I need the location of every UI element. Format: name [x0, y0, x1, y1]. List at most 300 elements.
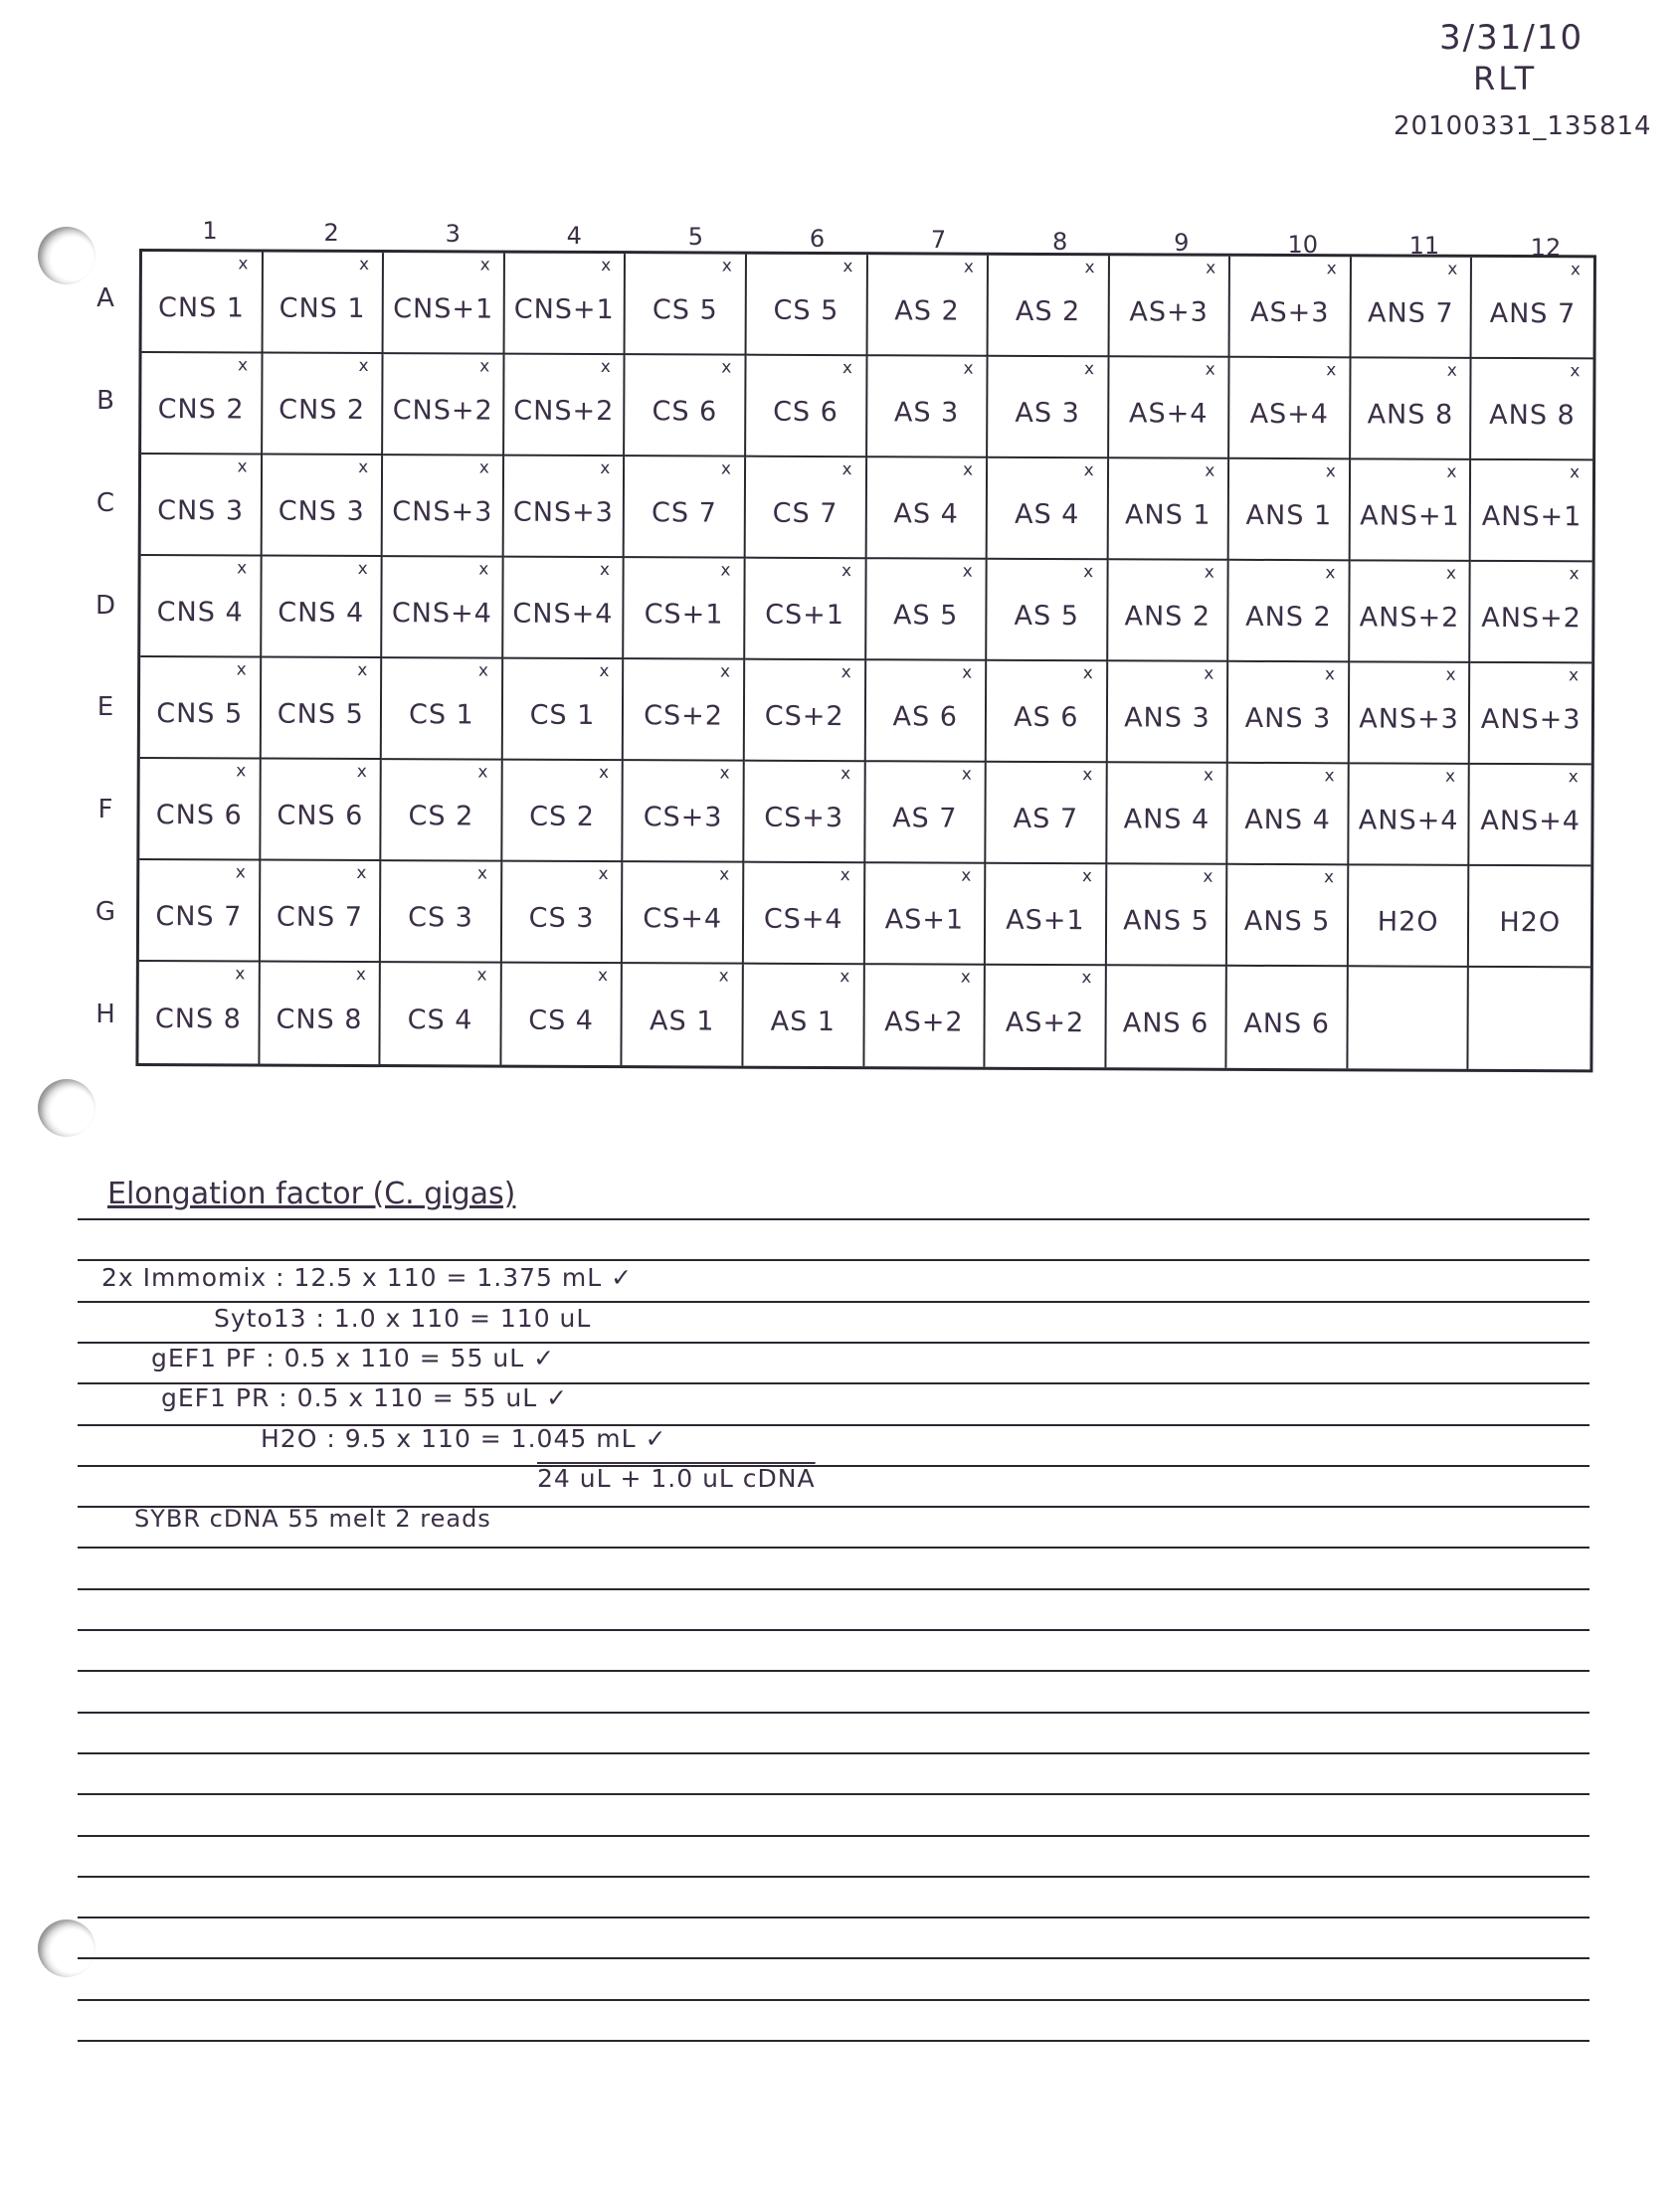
well-label: H2O	[1377, 905, 1439, 938]
well-H7	[864, 965, 986, 1067]
well-G10	[1227, 865, 1349, 968]
well-label: CS 5	[773, 294, 840, 326]
well-A8	[989, 256, 1110, 358]
well-C5	[625, 457, 746, 559]
well-label: CS+3	[643, 801, 723, 833]
column-label-11: 11	[1408, 232, 1440, 260]
notes-title: Elongation factor (C. gigas)	[107, 1177, 516, 1211]
well-check-mark: x	[599, 560, 611, 581]
well-label: CS 5	[652, 293, 718, 326]
well-F8	[986, 763, 1107, 865]
well-H12	[1469, 968, 1590, 1070]
well-label: ANS+1	[1481, 500, 1583, 532]
well-check-mark: x	[478, 457, 490, 478]
well-F7	[865, 762, 987, 864]
well-G8	[986, 864, 1107, 967]
well-label: AS+4	[1249, 398, 1330, 430]
well-check-mark: x	[1326, 259, 1338, 279]
well-check-mark: x	[1081, 866, 1093, 887]
well-E11	[1350, 662, 1471, 765]
well-B4	[504, 355, 626, 457]
well-check-mark: x	[721, 357, 733, 378]
column-label-7: 7	[930, 226, 947, 254]
well-label: CS 4	[528, 1005, 595, 1036]
punch-hole-middle	[38, 1079, 95, 1137]
well-check-mark: x	[237, 355, 250, 376]
well-check-mark: x	[840, 967, 851, 988]
well-G11	[1349, 865, 1470, 968]
well-label: AS+1	[1006, 904, 1085, 936]
column-label-3: 3	[445, 220, 461, 248]
well-D10	[1228, 561, 1350, 663]
well-H1	[138, 962, 260, 1064]
punch-hole-bottom	[38, 1919, 95, 1977]
well-check-mark: x	[720, 458, 732, 479]
well-E5	[624, 659, 745, 762]
well-label: ANS 2	[1124, 600, 1212, 633]
well-G2	[260, 861, 381, 964]
ruled-line	[78, 1917, 1589, 1918]
well-A5	[626, 254, 747, 356]
well-check-mark: x	[1205, 359, 1216, 380]
well-label: CNS 2	[157, 393, 245, 425]
well-E2	[261, 658, 382, 761]
column-label-9: 9	[1174, 229, 1190, 257]
row-label-G: G	[94, 896, 116, 927]
well-C11	[1350, 459, 1471, 562]
well-E8	[987, 661, 1108, 764]
well-check-mark: x	[1203, 765, 1214, 786]
well-label: ANS+1	[1360, 499, 1460, 532]
well-check-mark: x	[1324, 766, 1336, 787]
well-check-mark: x	[477, 660, 489, 681]
well-H3	[381, 963, 502, 1065]
well-label: AS 7	[1013, 803, 1079, 834]
well-D11	[1350, 561, 1471, 663]
well-label: AS 6	[1014, 701, 1079, 733]
column-label-1: 1	[202, 217, 218, 245]
well-check-mark: x	[1203, 866, 1214, 887]
well-label: CNS+4	[512, 598, 614, 630]
well-B3	[383, 354, 504, 457]
well-label: CNS 7	[155, 900, 243, 932]
well-check-mark: x	[1570, 361, 1582, 382]
well-label: CS+4	[643, 902, 723, 935]
well-A1	[142, 252, 264, 354]
well-check-mark: x	[1083, 460, 1095, 481]
well-B10	[1229, 358, 1351, 460]
well-label: ANS 3	[1244, 702, 1332, 734]
row-label-H: H	[95, 999, 115, 1029]
well-label: CS 6	[773, 396, 839, 428]
well-label: CNS 7	[276, 901, 363, 933]
column-label-8: 8	[1051, 227, 1068, 256]
well-check-mark: x	[1204, 663, 1215, 684]
well-check-mark: x	[719, 661, 732, 682]
well-label: CS 1	[408, 698, 474, 730]
well-F3	[381, 760, 502, 862]
well-C2	[262, 456, 383, 558]
well-H2	[260, 963, 381, 1065]
well-label: CS 1	[529, 699, 596, 731]
well-label: CS+2	[644, 699, 724, 732]
row-label-E: E	[96, 692, 114, 723]
well-check-mark: x	[720, 560, 732, 581]
well-check-mark: x	[718, 966, 730, 987]
ruled-line	[78, 1588, 1589, 1590]
well-check-mark: x	[1204, 562, 1215, 583]
well-label: CNS 4	[156, 596, 244, 628]
well-label: ANS 7	[1489, 297, 1577, 329]
well-label: ANS+2	[1481, 602, 1582, 634]
well-G3	[381, 861, 502, 964]
well-D8	[987, 560, 1108, 662]
well-A3	[384, 253, 505, 355]
ruled-line	[78, 1835, 1589, 1837]
well-check-mark: x	[962, 561, 974, 582]
well-label: ANS 4	[1244, 804, 1331, 835]
well-label: CNS 4	[278, 597, 365, 629]
well-F9	[1107, 763, 1228, 865]
well-check-mark: x	[963, 358, 975, 379]
well-C7	[866, 457, 988, 560]
row-label-F: F	[97, 795, 113, 825]
well-A7	[867, 255, 989, 357]
well-label: CNS 6	[277, 800, 364, 831]
well-B1	[141, 353, 263, 456]
well-B7	[867, 356, 989, 458]
run-id: 20100331_135814	[1394, 111, 1652, 141]
well-D12	[1471, 562, 1592, 664]
well-label: ANS 1	[1245, 499, 1333, 531]
well-check-mark: x	[235, 964, 247, 985]
well-label: CS+1	[644, 598, 724, 631]
well-C8	[988, 458, 1109, 561]
well-A4	[504, 254, 626, 356]
well-label: AS 7	[892, 802, 958, 834]
well-check-mark: x	[358, 254, 371, 275]
well-C12	[1471, 460, 1592, 563]
well-label: AS+1	[884, 903, 965, 936]
well-label: CNS+2	[392, 394, 493, 427]
well-check-mark: x	[1570, 260, 1582, 280]
well-C9	[1108, 458, 1229, 561]
well-D9	[1108, 560, 1229, 662]
well-label: ANS+3	[1480, 703, 1582, 735]
ruled-line	[78, 1752, 1589, 1754]
well-label: CNS+4	[391, 597, 492, 630]
well-label: CNS 8	[154, 1003, 242, 1034]
well-label: AS 1	[770, 1005, 837, 1037]
well-label: AS 3	[1015, 397, 1080, 429]
well-E10	[1228, 662, 1350, 765]
well-label: ANS 2	[1245, 601, 1332, 633]
well-label: ANS 5	[1123, 904, 1210, 937]
well-check-mark: x	[1445, 563, 1458, 584]
well-D5	[625, 558, 746, 660]
well-label: AS+3	[1249, 296, 1330, 328]
well-G7	[864, 863, 986, 966]
well-H11	[1348, 967, 1469, 1069]
well-check-mark: x	[1082, 765, 1094, 786]
well-label: CNS+1	[513, 293, 615, 325]
ruled-line	[78, 1793, 1589, 1795]
well-check-mark: x	[1445, 664, 1457, 685]
ruled-line	[78, 1301, 1589, 1303]
well-F12	[1470, 765, 1591, 867]
well-label: AS+2	[1005, 1006, 1085, 1038]
ruled-line	[78, 2040, 1589, 2042]
well-check-mark: x	[600, 357, 612, 378]
well-E3	[382, 658, 503, 761]
well-check-mark: x	[840, 561, 853, 582]
ruled-line	[78, 1876, 1589, 1878]
well-A12	[1472, 258, 1593, 360]
well-check-mark: x	[719, 864, 731, 885]
well-check-mark: x	[355, 964, 368, 986]
well-check-mark: x	[599, 661, 611, 682]
well-label: CS+2	[764, 700, 844, 732]
column-label-10: 10	[1287, 230, 1319, 259]
well-label: ANS+2	[1359, 601, 1460, 634]
well-label: CNS 5	[156, 697, 244, 729]
well-label: ANS 6	[1122, 1006, 1210, 1039]
well-check-mark: x	[357, 558, 369, 580]
well-D1	[140, 556, 262, 658]
well-E1	[140, 657, 262, 760]
well-check-mark: x	[235, 862, 247, 883]
well-label: ANS+4	[1480, 805, 1582, 836]
well-label: CS+3	[764, 802, 844, 833]
well-label: CS+4	[763, 903, 843, 935]
well-check-mark: x	[1326, 360, 1338, 381]
well-check-mark: x	[236, 659, 248, 680]
well-C6	[746, 457, 867, 560]
run-settings-line: SYBR cDNA 55 melt 2 reads	[134, 1505, 491, 1533]
well-F2	[261, 760, 382, 862]
well-E12	[1470, 663, 1591, 766]
ruled-line	[78, 1670, 1589, 1672]
well-check-mark: x	[479, 255, 491, 275]
well-E4	[503, 659, 625, 762]
well-label: CNS+2	[513, 395, 615, 427]
well-H6	[743, 965, 864, 1067]
well-label: CNS 1	[279, 292, 366, 324]
well-G1	[139, 860, 261, 963]
row-label-C: C	[95, 487, 115, 518]
well-check-mark: x	[358, 457, 370, 478]
well-label: CS 6	[652, 395, 718, 428]
well-check-mark: x	[477, 762, 489, 783]
well-check-mark: x	[962, 662, 974, 683]
well-label: AS 2	[894, 294, 960, 327]
well-label: AS+4	[1128, 397, 1209, 430]
well-check-mark: x	[356, 862, 368, 884]
well-check-mark: x	[238, 254, 250, 274]
well-H8	[985, 966, 1106, 1068]
recipe-line: gEF1 PF : 0.5 x 110 = 55 uL ✓	[151, 1344, 556, 1372]
well-check-mark: x	[1325, 461, 1337, 482]
well-check-mark: x	[357, 659, 369, 681]
well-F4	[502, 761, 624, 863]
ruled-line	[78, 1547, 1589, 1549]
well-G5	[623, 862, 744, 965]
well-check-mark: x	[1569, 564, 1581, 585]
well-label: AS 4	[893, 497, 959, 530]
well-G4	[502, 862, 624, 965]
well-B12	[1471, 359, 1592, 461]
well-check-mark: x	[1205, 460, 1216, 481]
row-label-D: D	[94, 590, 116, 621]
well-check-mark: x	[840, 865, 851, 886]
well-B5	[625, 355, 746, 457]
well-C4	[503, 457, 625, 559]
well-check-mark: x	[1568, 767, 1580, 788]
well-A10	[1230, 257, 1352, 359]
well-check-mark: x	[1084, 359, 1096, 380]
recipe-line: Syto13 : 1.0 x 110 = 110 uL	[214, 1304, 592, 1333]
well-check-mark: x	[601, 256, 613, 276]
well-check-mark: x	[598, 966, 610, 987]
date: 3/31/10	[1439, 18, 1585, 58]
well-H9	[1106, 966, 1227, 1068]
well-check-mark: x	[1569, 462, 1582, 483]
well-check-mark: x	[960, 967, 972, 988]
well-check-mark: x	[1444, 766, 1457, 787]
well-label: CNS 2	[279, 394, 366, 426]
well-B6	[746, 356, 867, 458]
well-label: ANS 5	[1243, 905, 1331, 937]
well-check-mark: x	[840, 764, 852, 785]
well-label: CS+1	[765, 599, 845, 631]
well-D6	[745, 559, 866, 661]
plate-column-labels	[149, 217, 1606, 262]
recipe-line: 2x Immomix : 12.5 x 110 = 1.375 mL ✓	[101, 1263, 634, 1292]
well-label: CNS 1	[157, 291, 246, 323]
row-label-A: A	[96, 283, 114, 314]
well-label: ANS+3	[1359, 702, 1459, 735]
well-F10	[1228, 764, 1350, 866]
well-label: CS 3	[408, 901, 473, 933]
row-label-B: B	[96, 386, 114, 417]
well-A11	[1351, 257, 1472, 359]
well-label: AS 2	[1015, 295, 1081, 327]
well-F5	[624, 761, 745, 863]
well-G6	[744, 863, 865, 966]
well-label: ANS 7	[1367, 296, 1454, 329]
well-label: CNS 3	[157, 494, 245, 526]
well-F6	[744, 762, 865, 864]
well-label: CNS 6	[155, 799, 243, 830]
well-label: AS 4	[1014, 498, 1080, 530]
well-check-mark: x	[1446, 360, 1458, 381]
ruled-line	[78, 1465, 1589, 1467]
well-B2	[263, 354, 384, 457]
well-label: CNS 5	[277, 698, 364, 730]
well-check-mark: x	[1447, 259, 1459, 279]
well-check-mark: x	[1446, 461, 1458, 482]
well-label: AS+3	[1129, 295, 1209, 328]
well-E6	[745, 660, 866, 763]
well-E9	[1107, 661, 1228, 764]
well-check-mark: x	[479, 356, 491, 377]
well-C3	[383, 456, 504, 558]
well-H4	[501, 964, 623, 1066]
well-label: CNS+3	[512, 496, 614, 528]
well-check-mark: x	[841, 358, 854, 379]
well-check-mark: x	[236, 761, 248, 782]
well-check-mark: x	[1325, 563, 1337, 584]
well-check-mark: x	[1569, 665, 1581, 686]
recipe-line: H2O : 9.5 x 110 = 1.045 mL ✓	[261, 1424, 667, 1453]
column-label-4: 4	[566, 221, 582, 250]
well-label: AS+2	[884, 1005, 964, 1038]
well-A2	[263, 253, 384, 355]
column-label-12: 12	[1530, 233, 1562, 262]
well-label: AS 5	[892, 599, 959, 632]
well-check-mark: x	[598, 763, 611, 784]
well-check-mark: x	[963, 257, 976, 277]
well-check-mark: x	[598, 864, 610, 885]
well-H10	[1227, 967, 1349, 1069]
well-C1	[141, 455, 263, 557]
well-check-mark: x	[356, 761, 368, 783]
well-label: ANS 4	[1123, 803, 1211, 835]
well-check-mark: x	[961, 764, 973, 785]
well-A9	[1109, 256, 1230, 358]
punch-hole-top	[38, 227, 95, 284]
well-C10	[1229, 459, 1351, 562]
well-check-mark: x	[1082, 663, 1094, 684]
well-check-mark: x	[1323, 867, 1336, 888]
well-label: ANS 3	[1124, 701, 1211, 734]
well-G12	[1469, 866, 1590, 969]
well-check-mark: x	[1084, 258, 1096, 278]
well-label: AS 3	[893, 396, 960, 429]
well-B9	[1109, 357, 1230, 459]
well-check-mark: x	[237, 558, 249, 579]
well-D4	[503, 558, 625, 660]
well-B8	[988, 357, 1109, 459]
well-label: H2O	[1499, 906, 1562, 938]
well-check-mark: x	[1324, 664, 1337, 685]
well-A6	[746, 255, 867, 357]
initials: RLT	[1473, 60, 1538, 97]
well-G9	[1107, 864, 1228, 967]
recipe-total-line: 24 uL + 1.0 uL cDNA	[537, 1464, 816, 1493]
ruled-line	[78, 1218, 1589, 1220]
well-D2	[262, 557, 383, 659]
well-H5	[623, 964, 744, 1066]
well-label: AS 1	[649, 1005, 715, 1037]
well-label: CNS 8	[276, 1004, 363, 1035]
well-check-mark: x	[476, 863, 489, 884]
well-label: CS 3	[528, 902, 595, 934]
well-check-mark: x	[478, 559, 490, 580]
recipe-line: gEF1 PR : 0.5 x 110 = 55 uL ✓	[161, 1383, 569, 1412]
well-label: AS 6	[892, 700, 958, 733]
well-check-mark: x	[842, 257, 854, 277]
plate-grid	[135, 249, 1596, 1072]
well-check-mark: x	[719, 763, 731, 784]
well-label: ANS 1	[1124, 498, 1212, 531]
well-check-mark: x	[840, 662, 852, 683]
well-label: ANS 6	[1243, 1007, 1331, 1039]
well-check-mark: x	[600, 458, 612, 479]
well-label: ANS 8	[1489, 399, 1576, 431]
ruled-line	[78, 1999, 1589, 2001]
ruled-line	[78, 1259, 1589, 1261]
